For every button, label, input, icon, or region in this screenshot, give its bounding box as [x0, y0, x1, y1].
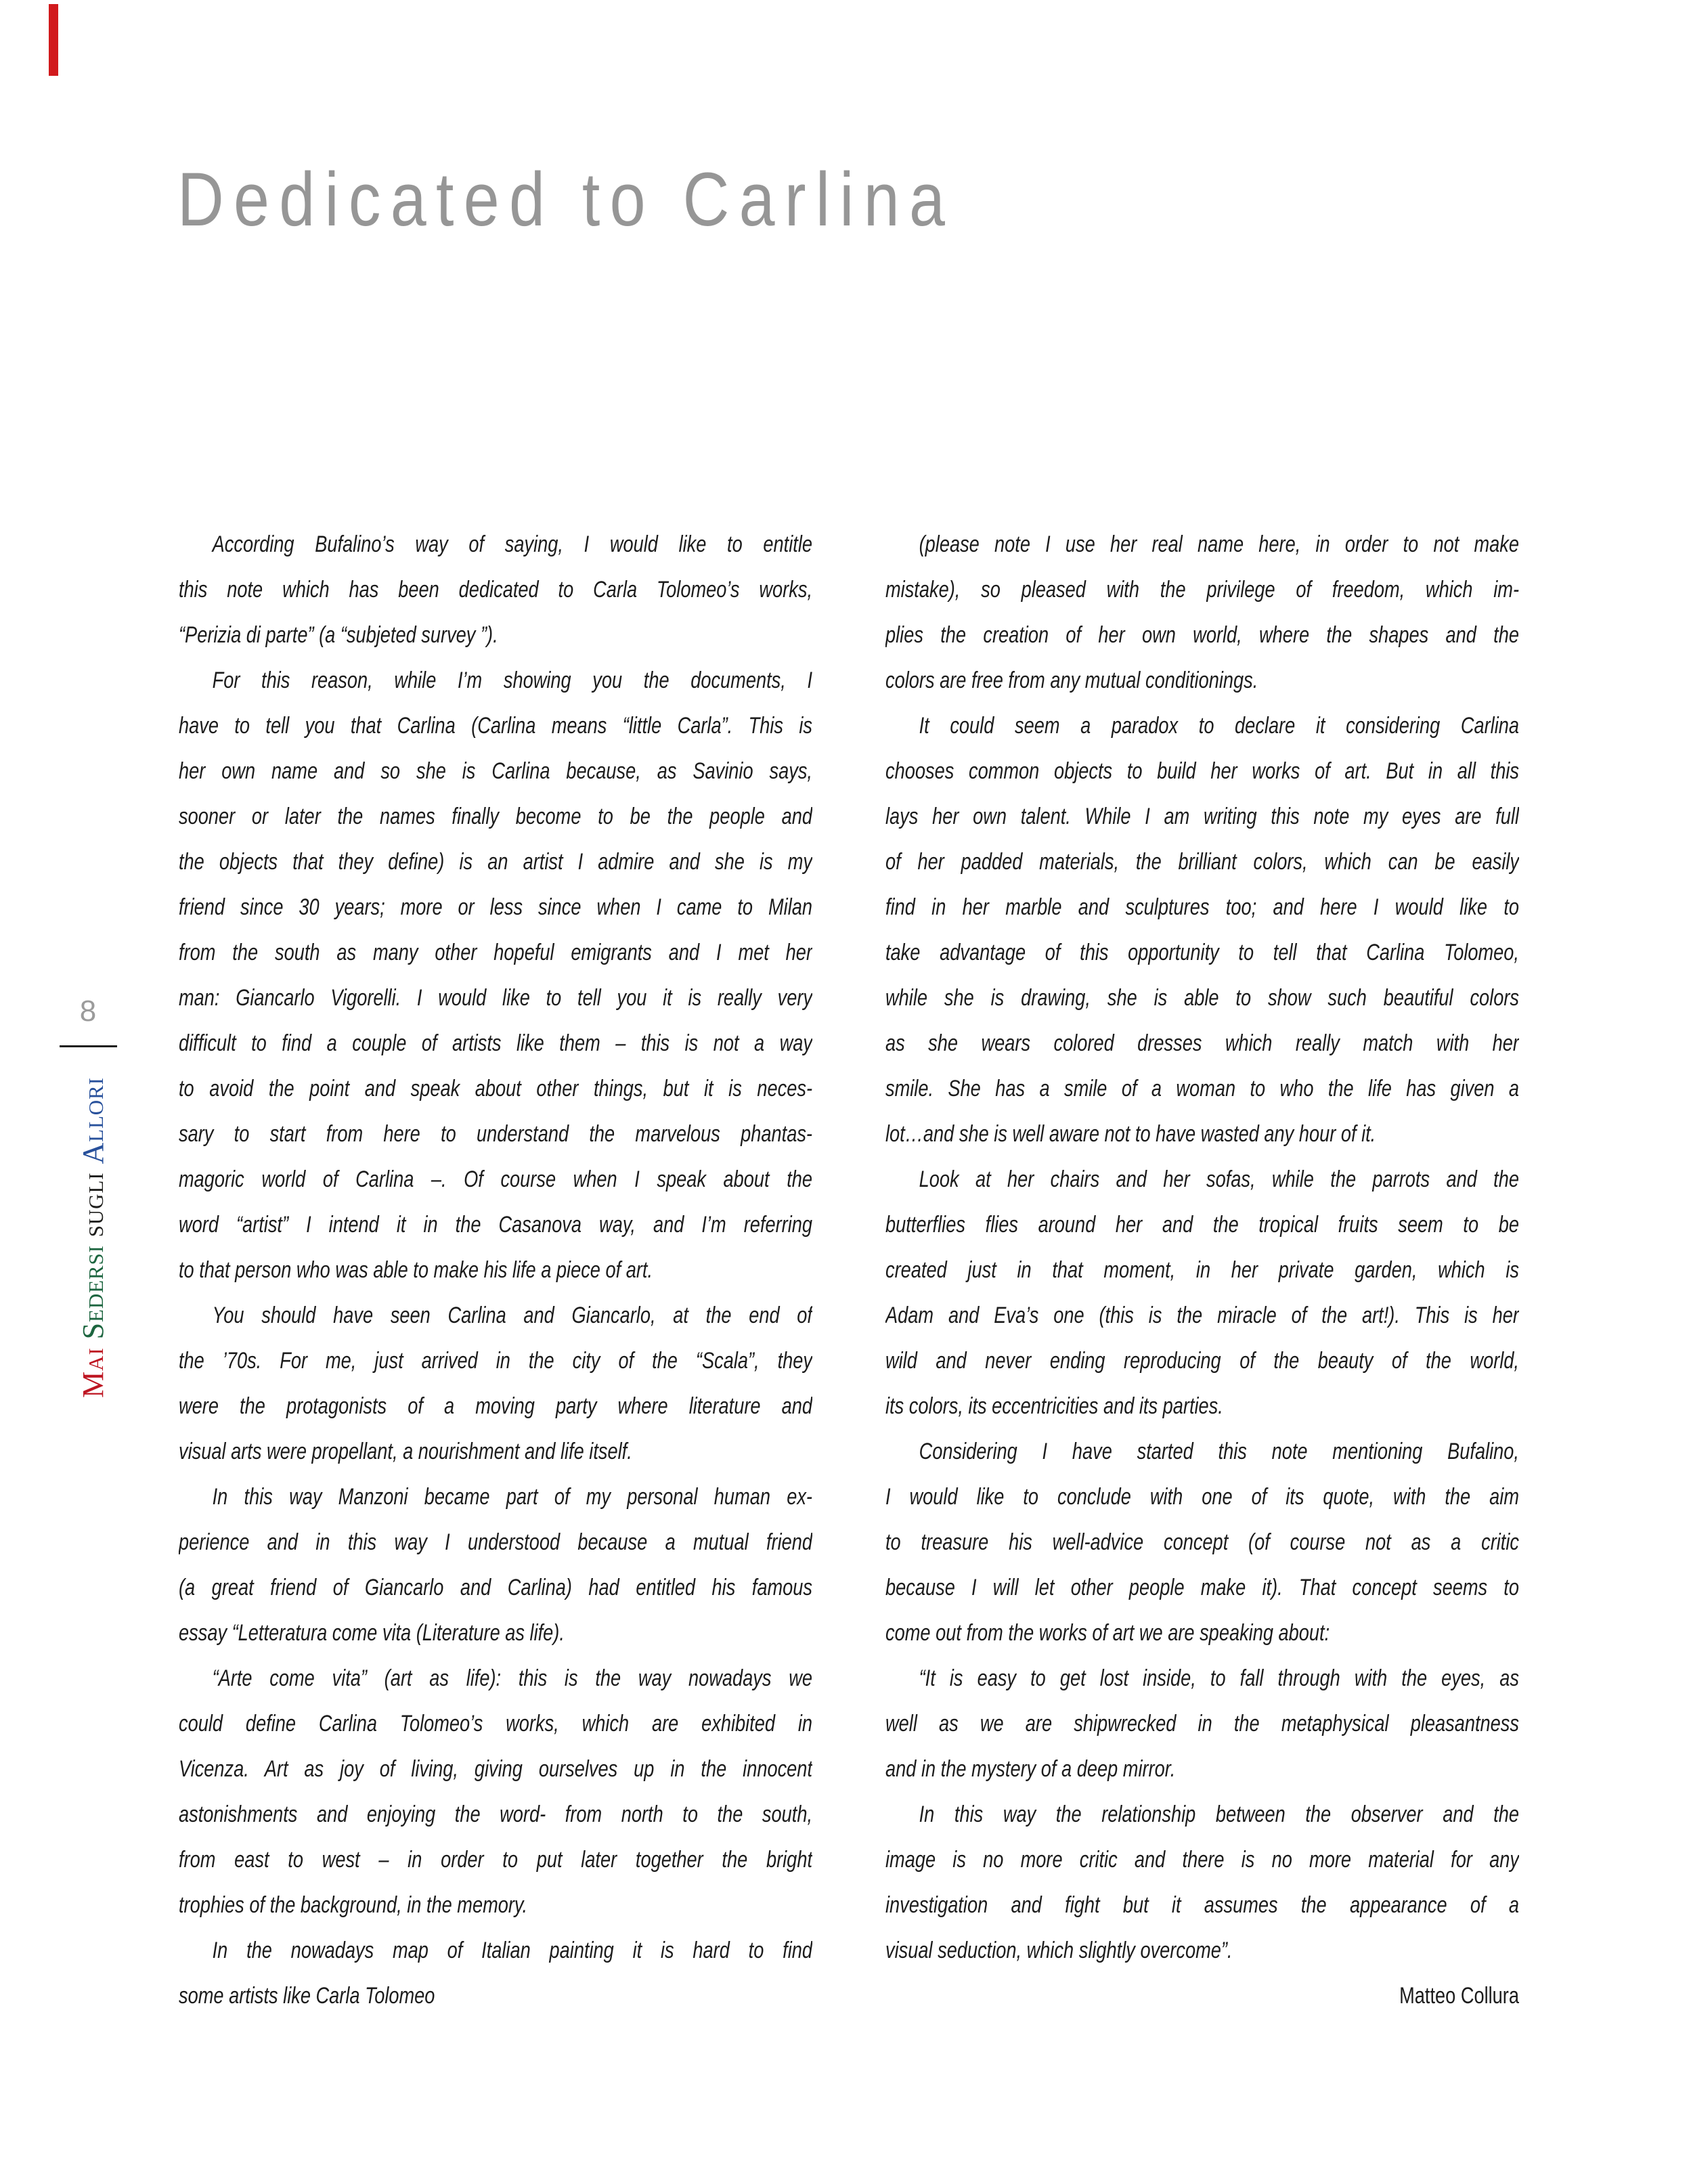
text-line: butterflies flies around her and the tropical fruits seem to be — [885, 1212, 1519, 1238]
text-line: smile. She has a smile of a woman to who the life has given a — [885, 1076, 1519, 1101]
text-line: wild and never ending reproducing of the beauty of the world, — [885, 1348, 1519, 1374]
text-line: Look at her chairs and her sofas, while the parrots and the — [919, 1166, 1519, 1192]
text-line: its colors, its eccentricities and its parties. — [885, 1393, 1223, 1419]
text-line: mistake), so pleased with the privilege of freedom, which im- — [885, 577, 1519, 603]
page-edge-color-mark — [49, 4, 58, 76]
text-line: You should have seen Carlina and Giancarlo, at the end of — [212, 1303, 812, 1328]
text-line: For this reason, while I’m showing you the documents, I — [212, 668, 812, 693]
right-column-paragraphs — [885, 522, 1519, 1973]
sidebar-divider-line — [60, 1045, 117, 1047]
text-line: could define Carlina Tolomeo’s works, which are exhibited in — [179, 1711, 812, 1737]
motto-word: Mai — [76, 1347, 110, 1398]
text-line: (a great friend of Giancarlo and Carlina) had entitled his famous — [179, 1575, 812, 1600]
text-line: magoric world of Carlina –. Of course when I speak about the — [179, 1166, 812, 1192]
motto-word: Allori — [76, 1077, 110, 1164]
text-line: from the south as many other hopeful emigrants and I met her — [179, 940, 812, 965]
text-line: the ’70s. For me, just arrived in the city of the “Scala”, they — [179, 1348, 812, 1374]
text-line: In the nowadays map of Italian painting it is hard to find — [212, 1938, 812, 1963]
text-line: In this way Manzoni became part of my personal human ex- — [212, 1484, 812, 1510]
text-line: while she is drawing, she is able to show such beautiful colors — [885, 985, 1519, 1011]
text-line: some artists like Carla Tolomeo — [179, 1983, 435, 2009]
text-line: this note which has been dedicated to Carla Tolomeo’s works, — [179, 577, 812, 603]
text-line: In this way the relationship between the observer and the — [919, 1801, 1519, 1827]
text-line: perience and in this way I understood because a mutual friend — [179, 1529, 812, 1555]
text-line: Adam and Eva’s one (this is the miracle of the art!). This is her — [885, 1303, 1519, 1328]
left-text-column — [179, 522, 812, 2019]
text-line: image is no more critic and there is no more material for any — [885, 1847, 1519, 1873]
text-line: because I will let other people make it). That concept seems to — [885, 1575, 1519, 1600]
text-line: According Bufalino’s way of saying, I would like to entitle — [212, 531, 812, 557]
author-signature: Matteo Collura — [1399, 1983, 1519, 2009]
text-line: colors are free from any mutual conditionings. — [885, 668, 1258, 693]
text-line: to that person who was able to make his life a piece of art. — [179, 1257, 653, 1283]
text-line: (please note I use her real name here, in order to not make — [919, 531, 1519, 557]
text-line: take advantage of this opportunity to tell that Carlina Tolomeo, — [885, 940, 1519, 965]
text-line: lays her own talent. While I am writing this note my eyes are full — [885, 804, 1519, 829]
text-line: “Arte come vita” (art as life): this is the way nowadays we — [212, 1665, 812, 1691]
text-line: chooses common objects to build her works of art. But in all this — [885, 758, 1519, 784]
text-line: word “artist” I intend it in the Casanova way, and I’m referring — [179, 1212, 812, 1238]
text-line: come out from the works of art we are speaking about: — [885, 1620, 1330, 1646]
text-line: difficult to find a couple of artists like them – this is not a way — [179, 1030, 812, 1056]
text-line: were the protagonists of a moving party where literature and — [179, 1393, 812, 1419]
text-line: as she wears colored dresses which really match with her — [885, 1030, 1519, 1056]
text-line: Vicenza. Art as joy of living, giving ourselves up in the innocent — [179, 1756, 812, 1782]
page-title: Dedicated to Carlina — [177, 157, 955, 242]
text-line: the objects that they define) is an artist I admire and she is my — [179, 849, 812, 875]
right-text-column — [885, 522, 1519, 2019]
text-line: man: Giancarlo Vigorelli. I would like to tell you it is really very — [179, 985, 812, 1011]
text-line: created just in that moment, in her private garden, which is — [885, 1257, 1519, 1283]
text-line: friend since 30 years; more or less since when I came to Milan — [179, 894, 812, 920]
text-line: and in the mystery of a deep mirror. — [885, 1756, 1176, 1782]
left-column-paragraphs — [179, 522, 812, 2019]
text-line: sary to start from here to understand the marvelous phantas- — [179, 1121, 812, 1147]
text-line: from east to west – in order to put later together the bright — [179, 1847, 812, 1873]
sidebar-vertical-motto — [73, 1062, 114, 1414]
text-line: well as we are shipwrecked in the metaphysical pleasantness — [885, 1711, 1519, 1737]
text-line: to avoid the point and speak about other things, but it is neces- — [179, 1076, 812, 1101]
text-line: plies the creation of her own world, where the shapes and the — [885, 622, 1519, 648]
text-line: find in her marble and sculptures too; and here I would like to — [885, 894, 1519, 920]
text-line: astonishments and enjoying the word- from north to the south, — [179, 1801, 812, 1827]
text-line: investigation and fight but it assumes the appearance of a — [885, 1892, 1519, 1918]
text-line: have to tell you that Carlina (Carlina means “little Carla”. This is — [179, 713, 812, 739]
text-line: I would like to conclude with one of its quote, with the aim — [885, 1484, 1519, 1510]
page-number: 8 — [79, 995, 97, 1028]
text-line: trophies of the background, in the memory. — [179, 1892, 528, 1918]
text-line: Considering I have started this note mentioning Bufalino, — [919, 1439, 1519, 1464]
text-line: her own name and so she is Carlina because, as Savinio says, — [179, 758, 812, 784]
motto-word: Sedersi — [76, 1245, 110, 1340]
text-line: “Perizia di parte” (a “subjeted survey ”). — [179, 622, 498, 648]
text-line: essay “Letteratura come vita (Literature as life). — [179, 1620, 565, 1646]
text-line: sooner or later the names finally become to be the people and — [179, 804, 812, 829]
motto-word: sugli — [76, 1172, 110, 1238]
text-line: visual arts were propellant, a nourishment and life itself. — [179, 1439, 632, 1464]
text-line: “It is easy to get lost inside, to fall through with the eyes, as — [919, 1665, 1519, 1691]
text-line: to treasure his well-advice concept (of course not as a critic — [885, 1529, 1519, 1555]
text-line: It could seem a paradox to declare it considering Carlina — [919, 713, 1519, 739]
text-line: visual seduction, which slightly overcome”. — [885, 1938, 1233, 1963]
text-line: of her padded materials, the brilliant colors, which can be easily — [885, 849, 1519, 875]
text-line: lot…and she is well aware not to have wasted any hour of it. — [885, 1121, 1376, 1147]
